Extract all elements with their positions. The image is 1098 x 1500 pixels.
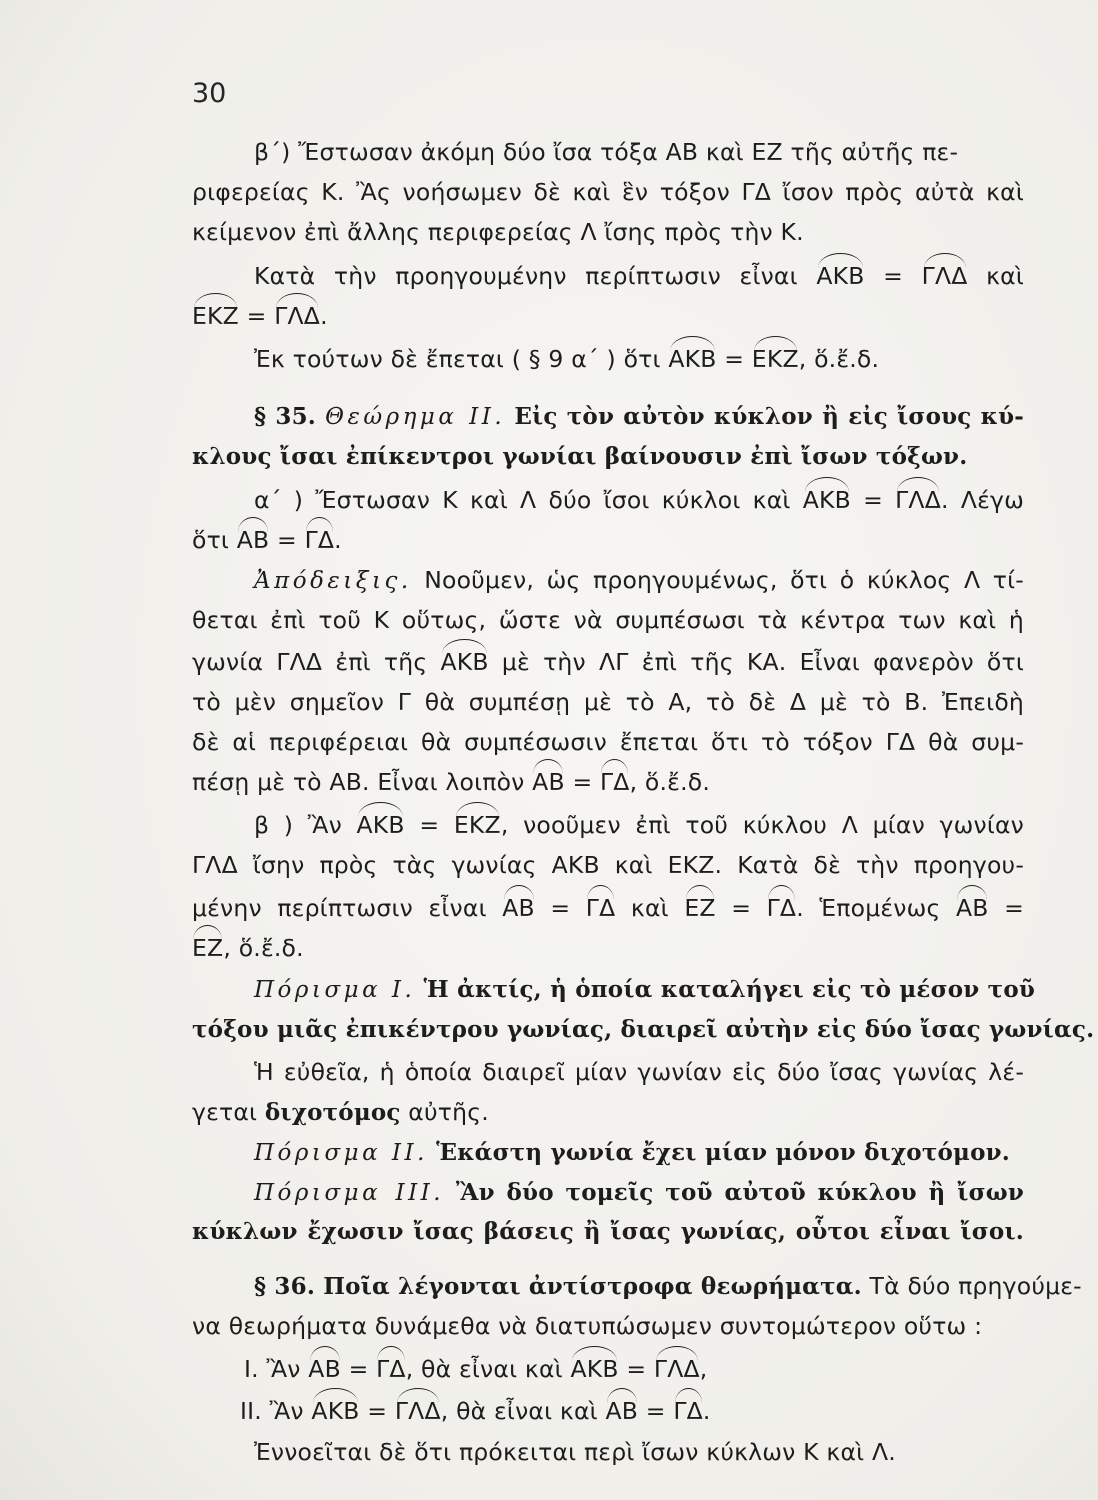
arc-ab: ΑΒ <box>308 1355 341 1383</box>
arc-gd: ΓΔ <box>600 768 630 796</box>
text-line: κείμενον ἐπὶ ἄλλης περιφερείας Λ ἴσης πρὸς τὴν Κ. <box>192 218 804 246</box>
text-line: γωνία ΓΛΔ ἐπὶ τῆς ΑΚΒ μὲ τὴν ΛΓ ἐπὶ τῆς ΚΑ. Εἶναι φανερὸν ὅτι <box>192 648 1025 676</box>
arc-akb: ΑΚΒ <box>440 648 489 676</box>
statement-1: Ι. Ἂν ΑΒ = ΓΔ, θὰ εἶναι καὶ ΑΚΒ = ΓΛΔ, <box>244 1355 708 1383</box>
arc-akb: ΑΚΒ <box>570 1355 619 1383</box>
text-line: Ἐκ τούτων δὲ ἔπεται ( § 9 α΄ ) ὅτι ΑΚΒ = ΕΚΖ, ὅ.ἔ.δ. <box>254 345 880 373</box>
text-line: Ἡ εὐθεῖα, ἡ ὁποία διαιρεῖ μίαν γωνίαν εἰς δύο ἴσας γωνίας λέ- <box>254 1058 1024 1086</box>
arc-ab: ΑΒ <box>532 768 565 796</box>
theorem-statement: κλους ἴσαι ἐπίκεντροι γωνίαι βαίνουσιν ἐπὶ ἴσων τόξων. <box>192 443 968 470</box>
arc-gld: ΓΛΔ <box>921 262 968 290</box>
text-line: τὸ μὲν σημεῖον Γ θὰ συμπέσῃ μὲ τὸ Α, τὸ δὲ Δ μὲ τὸ Β. Ἐπειδὴ <box>192 688 1024 716</box>
text-line: δὲ αἱ περιφέρειαι θὰ συμπέσωσιν ἔπεται ὅτι τὸ τόξον ΓΔ θὰ συμ- <box>192 728 1024 756</box>
arc-gd: ΓΔ <box>766 894 797 922</box>
corollary-3: Πόρισμα ΙΙΙ. Ἂν δύο τομεῖς τοῦ αὐτοῦ κύκλου ἢ ἴσων <box>254 1179 1024 1206</box>
text-line: να θεωρήματα δυνάμεθα νὰ διατυπώσωμεν συντομώτερον οὕτω : <box>192 1312 983 1340</box>
arc-ab: ΑΒ <box>605 1397 639 1425</box>
arc-akb: ΑΚΒ <box>311 1397 360 1425</box>
statement-2: ΙΙ. Ἂν ΑΚΒ = ΓΛΔ, θὰ εἶναι καὶ ΑΒ = ΓΔ. <box>240 1397 711 1425</box>
arc-ab: ΑΒ <box>236 526 270 554</box>
corollary-2: Πόρισμα ΙΙ. Ἑκάστη γωνία ἔχει μίαν μόνον διχοτόμον. <box>254 1139 1011 1166</box>
section-35-heading: § 35. Θεώρημα ΙΙ. Εἰς τὸν αὐτὸν κύκλον ἢ εἰς ἴσους κύ- <box>254 403 1024 430</box>
arc-ab: ΑΒ <box>502 894 535 922</box>
arc-akb: ΑΚΒ <box>668 345 717 373</box>
text-line: β΄) Ἔστωσαν ἀκόμη δύο ἴσα τόξα ΑΒ καὶ ΕΖ τῆς αὐτῆς πε- <box>254 138 959 166</box>
corollary-1: Πόρισμα Ι. Ἡ ἀκτίς, ἡ ὁποία καταλήγει εἰς τὸ μέσον τοῦ <box>254 976 1036 1003</box>
arc-akb: ΑΚΒ <box>802 486 851 514</box>
arc-ekz: ΕΚΖ <box>192 302 239 330</box>
arc-ez: ΕΖ <box>192 934 224 962</box>
text-line: μένην περίπτωσιν εἶναι ΑΒ = ΓΔ καὶ ΕΖ = ΓΔ. Ἑπομένως ΑΒ = <box>192 894 1025 922</box>
proof-line: Ἀπόδειξις. Νοοῦμεν, ὡς προηγουμένως, ὅτι ὁ κύκλος Λ τί- <box>254 566 1024 594</box>
text-line: ὅτι ΑΒ = ΓΔ. <box>192 526 342 554</box>
text-line: Κατὰ τὴν προηγουμένην περίπτωσιν εἶναι ΑΚΒ = ΓΛΔ καὶ <box>254 262 1025 290</box>
corollary-1-cont: τόξου μιᾶς ἐπικέντρου γωνίας, διαιρεῖ αὐτὴν εἰς δύο ἴσας γωνίας. <box>192 1016 1095 1043</box>
text-line: ΕΚΖ = ΓΛΔ. <box>192 302 328 330</box>
arc-gd: ΓΔ <box>585 894 616 922</box>
arc-gd: ΓΔ <box>376 1355 406 1383</box>
text-line: ΓΛΔ ἴσην πρὸς τὰς γωνίας ΑΚΒ καὶ ΕΚΖ. Κατὰ δὲ τὴν προηγου- <box>192 851 1024 879</box>
text-line: γεται διχοτόμος αὐτῆς. <box>192 1098 489 1126</box>
section-36-heading: § 36. Ποῖα λέγονται ἀντίστροφα θεωρήματα. Τὰ δύο πρηγούμε- <box>254 1272 1082 1300</box>
text-line: πέσῃ μὲ τὸ ΑΒ. Εἶναι λοιπὸν ΑΒ = ΓΔ, ὅ.ἔ.δ. <box>192 768 711 796</box>
text-line: β ) Ἂν ΑΚΒ = ΕΚΖ, νοοῦμεν ἐπὶ τοῦ κύκλου Λ μίαν γωνίαν <box>254 811 1024 839</box>
arc-ez: ΕΖ <box>684 894 716 922</box>
text-line: ΕΖ, ὅ.ἔ.δ. <box>192 934 304 962</box>
term-bisector: διχοτόμος <box>264 1099 401 1126</box>
arc-gd: ΓΔ <box>673 1397 703 1425</box>
arc-ekz: ΕΚΖ <box>751 345 799 373</box>
text-line: θεται ἐπὶ τοῦ Κ οὕτως, ὥστε νὰ συμπέσωσι τὰ κέντρα των καὶ ἡ <box>192 606 1024 634</box>
arc-ab: ΑΒ <box>955 894 989 922</box>
arc-akb: ΑΚΒ <box>356 811 405 839</box>
text-line: ριφερείας Κ. Ἂς νοήσωμεν δὲ καὶ ἓν τόξον ΓΔ ἴσον πρὸς αὐτὰ καὶ <box>192 178 1024 206</box>
arc-gld: ΓΛΔ <box>394 1397 441 1425</box>
arc-gld: ΓΛΔ <box>895 486 941 514</box>
arc-ekz: ΕΚΖ <box>453 811 501 839</box>
text-line: α΄ ) Ἔστωσαν Κ καὶ Λ δύο ἴσοι κύκλοι καὶ ΑΚΒ = ΓΛΔ. Λέγω <box>254 486 1024 514</box>
arc-akb: ΑΚΒ <box>816 262 865 290</box>
arc-gd: ΓΔ <box>304 526 335 554</box>
corollary-3-cont: κύκλων ἔχωσιν ἴσας βάσεις ἢ ἴσας γωνίας, οὗτοι εἶναι ἴσοι. <box>192 1218 1024 1245</box>
text-line: Ἐννοεῖται δὲ ὅτι πρόκειται περὶ ἴσων κύκλων Κ καὶ Λ. <box>254 1438 896 1466</box>
arc-gld: ΓΛΔ <box>653 1355 700 1383</box>
arc-gld: ΓΛΔ <box>274 302 321 330</box>
page-number: 30 <box>192 78 227 109</box>
